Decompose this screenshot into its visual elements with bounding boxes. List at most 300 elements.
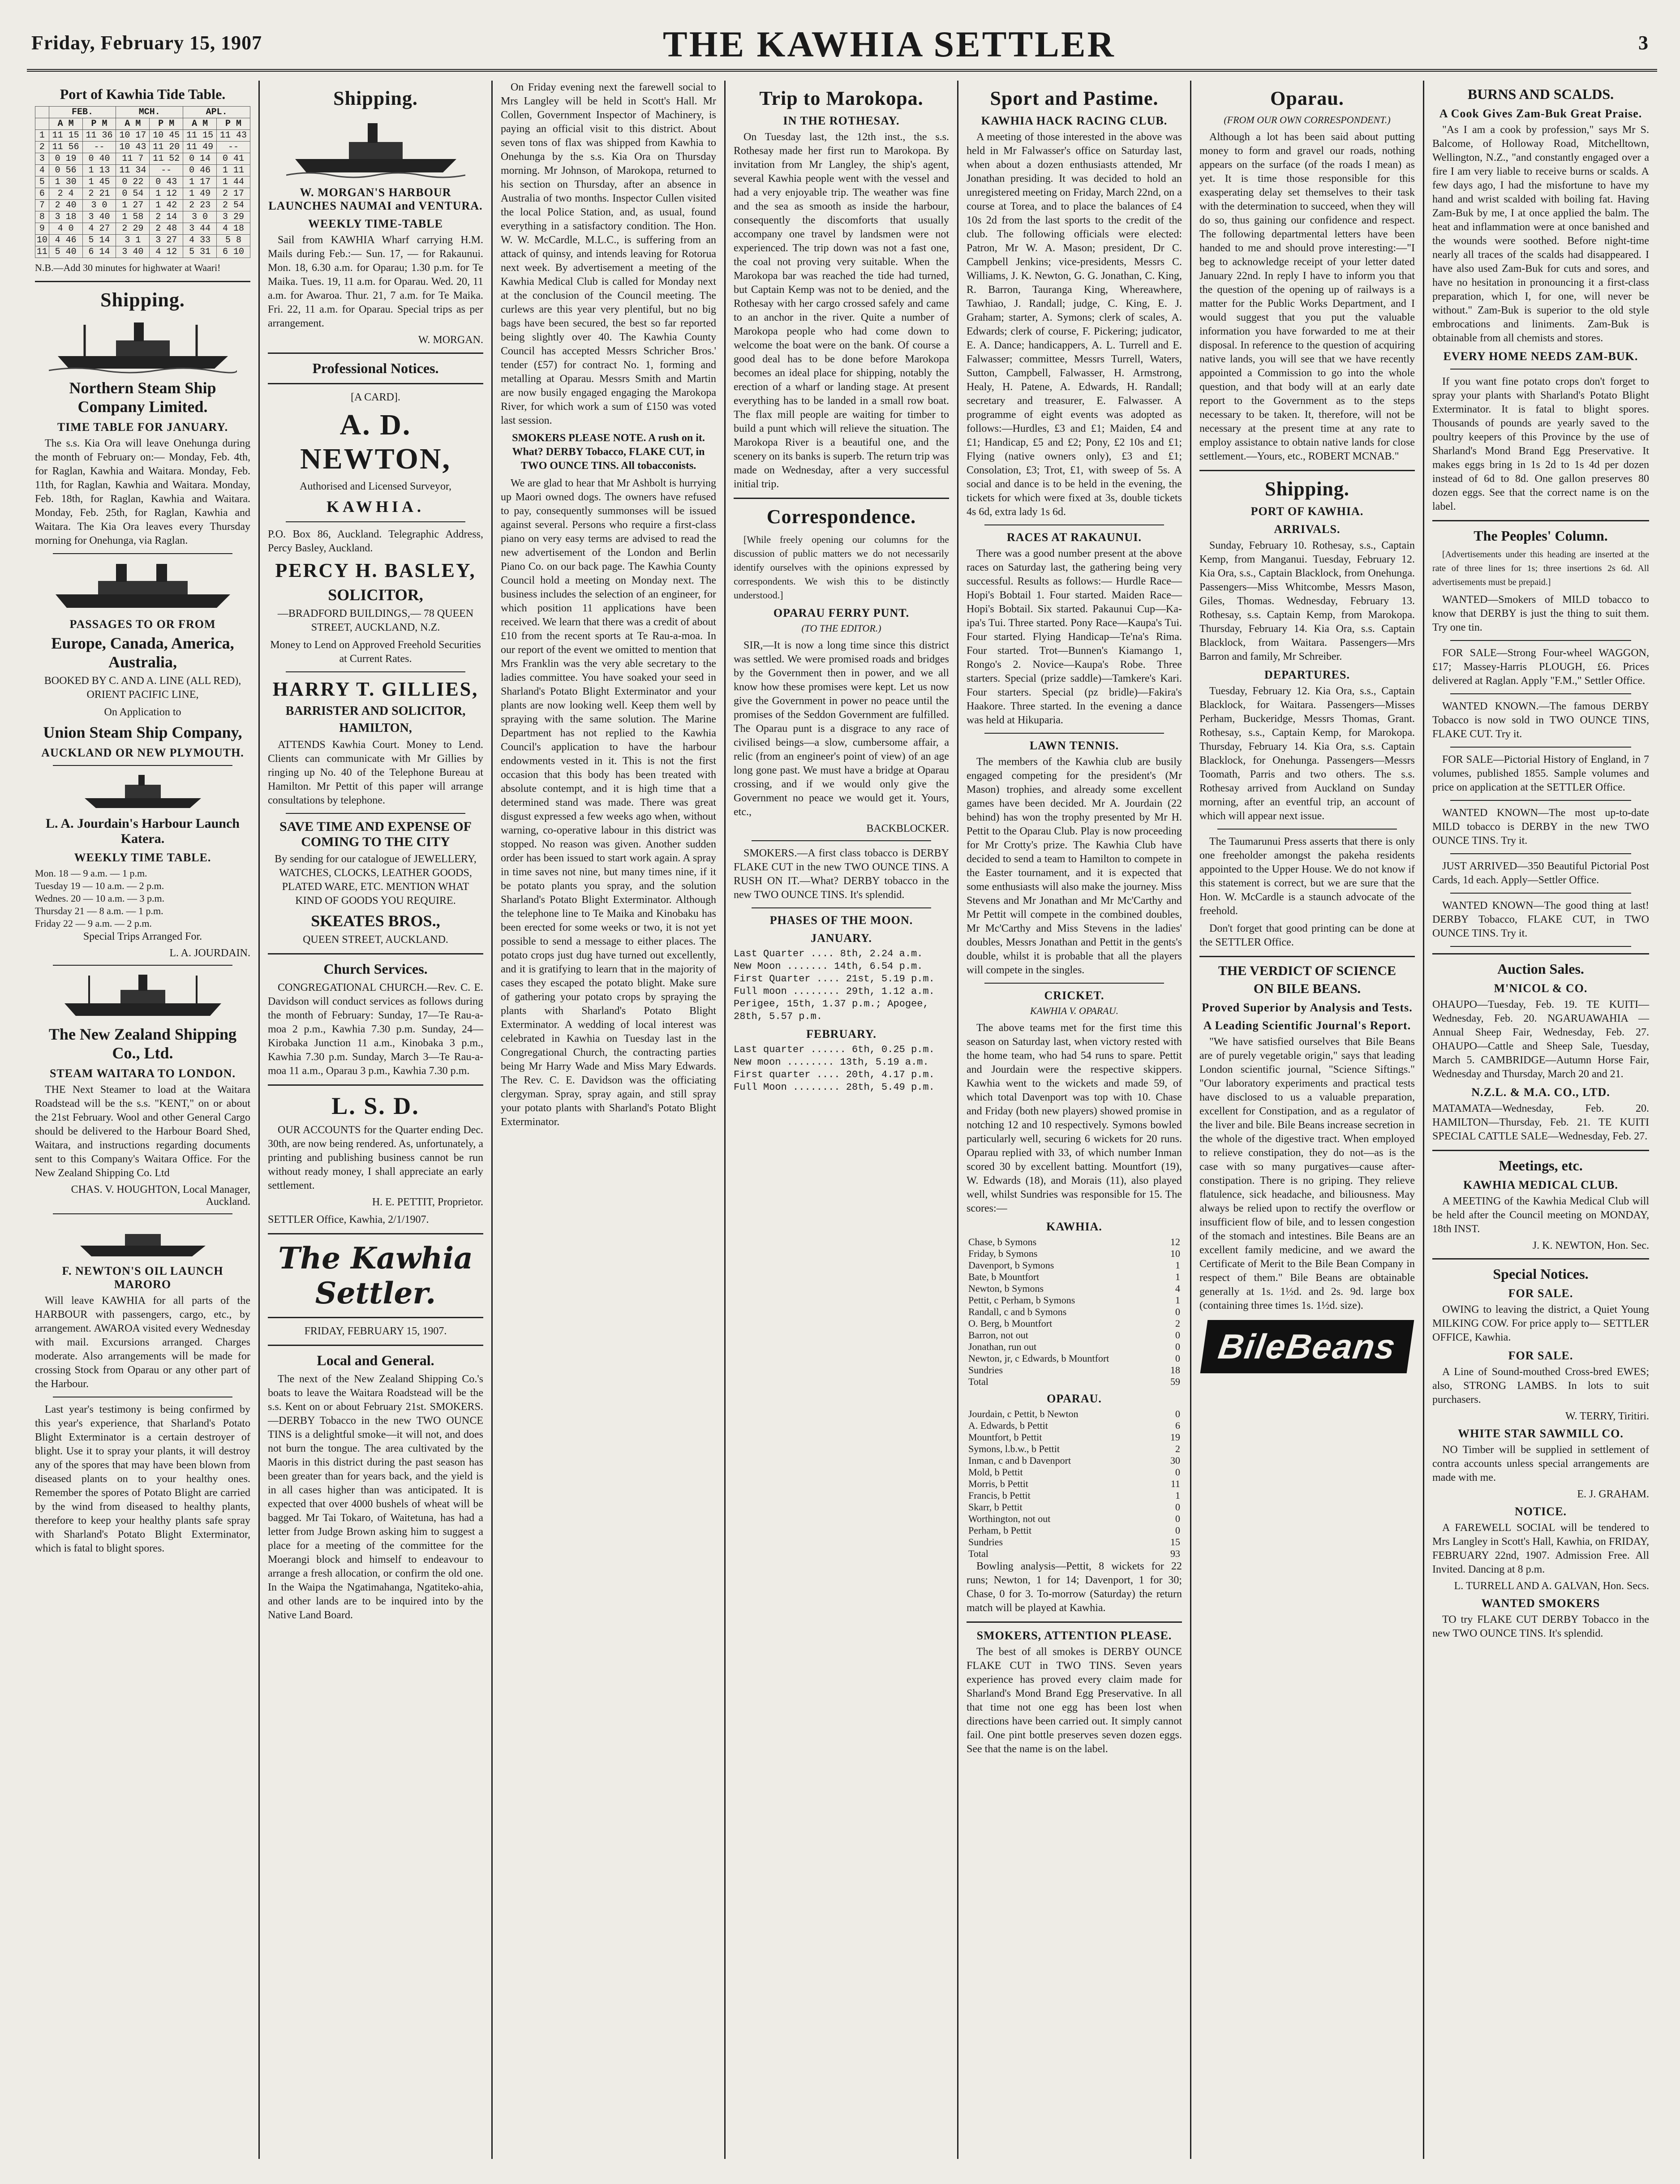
classified-ad: WANTED KNOWN.—The famous DERBY Tobacco is now sold in TWO OUNCE TINS, FLAKE CUT. Try it. <box>1432 701 1649 740</box>
passages-text: BOOKED BY C. AND A. LINE (ALL RED), ORIENT PACIFIC LINE, <box>44 675 241 701</box>
tide-cell: 2 4 <box>49 188 82 200</box>
tide-row <box>35 200 250 211</box>
nzl-heading: N.Z.L. & M.A. CO., LTD. <box>1471 1086 1610 1099</box>
batsman: Total <box>968 1376 988 1387</box>
skeates-name: SKEATES BROS., <box>311 912 440 930</box>
jourdain-row: Friday 22 — 9 a.m. — 2 p.m. <box>35 918 152 929</box>
tide-cell: 1 17 <box>183 176 217 188</box>
medical-text: A MEETING of the Kawhia Medical Club will be held after the Council meeting on MONDAY, 18th INST. <box>1432 1195 1649 1235</box>
sport-heading: Sport and Pastime. <box>990 87 1159 109</box>
tide-cell: 10 <box>35 235 49 246</box>
tide-cell: 3 <box>35 153 49 165</box>
tide-sub-day <box>35 118 49 130</box>
peoples-heading: The Peoples' Column. <box>1474 528 1608 544</box>
nzs-signature: CHAS. V. HOUGHTON, Local Manager, Auckland. <box>71 1184 250 1208</box>
runs: 0 <box>1175 1525 1180 1536</box>
bowling-text: Bowling analysis—Pettit, 8 wickets for 22 runs; Newton, 1 for 14; Davenport, 1 for 30; Chase, 0 for 3. To-morrow (Saturday) the return match will be played at Kawhia. <box>967 1561 1182 1614</box>
tide-cell: 7 <box>35 200 49 211</box>
score-row <box>967 1353 1182 1364</box>
correspondence-note: [While freely opening our columns for the discussion of public matters we do not necessarily identify ourselves with the opinions expressed by correspondents. We wish this to be distinctly understood.] <box>734 534 949 601</box>
departures-heading: DEPARTURES. <box>1264 668 1350 681</box>
taumarunui-text: The Taumarunui Press asserts that there is only one freeholder amongst the pakeha residents appointed to the Upper House. We do not know if this statement is correct, but we are sure that the Hon. W. McCardle is a staunch advocate of the freehold. <box>1199 836 1415 917</box>
tide-cell: 2 40 <box>49 200 82 211</box>
nss-title: Northern Steam Ship Company Limited. <box>69 379 216 416</box>
nss-subtitle: TIME TABLE FOR JANUARY. <box>57 421 228 434</box>
kawhia-team: KAWHIA. <box>1046 1220 1102 1233</box>
tide-cell: 0 14 <box>183 153 217 165</box>
sawmill-heading: WHITE STAR SAWMILL CO. <box>1458 1427 1624 1440</box>
tide-head-feb: FEB. <box>49 107 116 118</box>
classified-ad: FOR SALE—Strong Four-wheel WAGGON, £17; Massey-Harris PLOUGH, £6. Prices delivered at Raglan. Apply "F.M.," Settler Office. <box>1432 647 1649 687</box>
professional-heading: Professional Notices. <box>312 360 439 376</box>
local-heading: Local and General. <box>317 1352 434 1368</box>
tide-cell: 1 44 <box>217 176 250 188</box>
score-row <box>967 1271 1182 1283</box>
tide-cell: 3 0 <box>82 200 116 211</box>
score-row <box>967 1341 1182 1353</box>
runs: 12 <box>1170 1236 1180 1247</box>
tide-note: N.B.—Add 30 minutes for highwater at Waari! <box>35 262 221 273</box>
nzs-title: The New Zealand Shipping Co., Ltd. <box>48 1025 237 1062</box>
tide-cell: 2 14 <box>150 211 183 223</box>
arrivals-heading: ARRIVALS. <box>1274 523 1341 536</box>
bile-beans-logo: BileBeans <box>1200 1320 1414 1373</box>
tide-cell: 3 0 <box>183 211 217 223</box>
score-row <box>967 1364 1182 1376</box>
tide-cell: 11 36 <box>82 130 116 142</box>
newton-town: KAWHIA. <box>326 498 425 516</box>
tide-cell: 2 48 <box>150 223 183 235</box>
sawmill-text: NO Timber will be supplied in settlement of contra accounts unless special arrangements are made with me. <box>1432 1444 1649 1483</box>
runs: 11 <box>1170 1478 1180 1489</box>
batsman: Davenport, b Symons <box>968 1260 1054 1271</box>
peoples-note: [Advertisements under this heading are inserted at the rate of three lines for 1s; three insertions 2s 6d. All advertisements must be prepaid.] <box>1432 550 1649 587</box>
tide-cell: 10 43 <box>116 142 150 153</box>
paper-title: THE KAWHIA SETTLER <box>663 24 1116 64</box>
tide-cell: 4 <box>35 165 49 176</box>
score-row <box>967 1466 1182 1478</box>
card-label: [A CARD]. <box>351 391 400 403</box>
column-6 <box>1191 81 1424 2159</box>
verdict-heading: THE VERDICT OF SCIENCE <box>1218 963 1396 978</box>
runs: 0 <box>1175 1329 1180 1341</box>
local-news-2: We are glad to hear that Mr Ashbolt is hurrying up Maori owned dogs. The owners have refused to pay, consequently summonses will be issued against several. Persons who require a first-class piano on very easy terms are advised to read the new advertisement of the London and Berlin Piano Co. on our back page. The Kawhia County Council hold a meeting on Monday next. The business includes the selection of an engineer, for which position 11 applications have been received. We learn that there was a credit of about £10 from the recent sports at Te Rau-a-moa. In our report of the event we omitted to mention that Mrs Franklin was the very able secretary to the ladies committee. You have soaked your seed in Sharland's Potato Blight Exterminator and your plants are now looking well. Keep them well by spraying with the same solution. The Marine Department has not replied to the Kawhia Council's application to have the harbour endowments vested in it. This is not the first occasion that this body has been treated with absolute contempt, and it is high time that a determined stand was made. There was great disgust expressed a few weeks ago when, without warning, co-operative labour in this district was stopped. No reason was given. Another sudden order has been issued to start work again. A spray in time saves not nine, but many times nine, if it be potato plants you spray, and the solution Sharland's Potato Blight Exterminator. Although the telephone line to Te Maika and Kinobaku has been erected for some weeks or two, it is not yet possible to send a message to either places. The potato crops just dug have turned out excellently, and it is gratifying to learn that in the majority of cases they escaped the potato blight. Make sure of gathering your potato crops by spraying the plants with Sharland's Potato Blight Exterminator. A wedding of local interest was celebrated in Kawhia on Tuesday last in the Congregational Church, the contracting parties being Mr Harry Wade and Miss Mary Edwards. The Rev. C. E. Davidson was the officiating clergyman. Spray, spray again, and still spray your potato plants with Sharland's Potato Blight Exterminator. <box>501 477 716 1128</box>
trip-text: On Tuesday last, the 12th inst., the s.s. Rothesay made her first run to Marokopa. By invitation from Mr Langley, the ship's agent, several Kawhia people went with the vessel and had a very enjoyable trip. The weather was fine and the sea as smooth as inside the harbour, consequently the discomforts that usually accompany one travel by landsmen were not experienced. The trip down was not a fast one, the coal not proving very suitable. When the Marokopa bar was reached the tide had turned, but Captain Kemp was not to be denied, and the Rothesay with her cargo crossed safely and came to an anchor in the river. Quite a number of Marokopa people who had come down to welcome the boat were on the bank. Of course a good deal has to be done before Marokopa becomes an ideal place for shipping, notably the erection of a wharf or landing stage. At present everything has to be landed in a small row boat. The flax mill people are waiting for timber to build a punt which will relieve the situation. The Marokopa River is a beautiful one, and the scenery on its banks is superb. The return trip was made on Wednesday, after a very successful initial trip. <box>734 131 949 490</box>
score-row <box>967 1318 1182 1329</box>
morgan-signature: W. MORGAN. <box>418 334 483 346</box>
column-1 <box>27 81 260 2159</box>
passages-title: PASSAGES TO OR FROM <box>69 618 216 631</box>
cricket-heading: CRICKET. <box>1044 989 1104 1002</box>
tide-cell: 10 45 <box>150 130 183 142</box>
harbour-launch-icon <box>286 114 465 181</box>
nzs-text: THE Next Steamer to load at the Waitara Roadstead will be the s.s. "KENT," on or about the 21st February. Wool and other General Cargo should be delivered to the Harbour Board Shed, Waitara, and instructions regarding documents sent to this Company's Waitara Office. For the New Zealand Shipping Co. Ltd <box>35 1084 250 1179</box>
tide-row <box>35 223 250 235</box>
jourdain-note: Special Trips Arranged For. <box>83 931 202 942</box>
batsman: Perham, b Pettit <box>968 1525 1032 1536</box>
tide-cell: 0 19 <box>49 153 82 165</box>
union-title: Union Steam Ship Company, <box>43 723 242 741</box>
score-row <box>967 1294 1182 1306</box>
liner-icon <box>49 559 237 613</box>
score-row <box>967 1490 1182 1501</box>
church-text: CONGREGATIONAL CHURCH.—Rev. C. E. Davidson will conduct services as follows during the month of February: Sunday, 17—Te Rau-a-moa 2 p.m., Kawhia 7.30 p.m. Sunday, 24—Kirobaka Junction 11 a.m., Kinobaka 3 p.m., Kawhia 7.30 p.m. Sunday, March 3—Te Rau-a-moa 11 a.m., Oparau 3 p.m., Kawhia 7.30 p.m. <box>268 982 483 1077</box>
score-row <box>967 1329 1182 1341</box>
notice-text: A FAREWELL SOCIAL will be tendered to Mrs Langley in Scott's Hall, Kawhia, on FRIDAY, FEBRUARY 22nd, 1907. Admission Free. All Invited. Dancing at 8 p.m. <box>1432 1522 1649 1575</box>
smokers-notice: SMOKERS PLEASE NOTE. A rush on it. What? DERBY Tobacco, FLAKE CUT, in TWO OUNCE TINS. All tobacconists. <box>512 432 705 472</box>
club-text: A meeting of those interested in the above was held in Mr Falwasser's office on Saturday last, when about a dozen enthusiasts attended, Mr Jonathan presiding. It was decided to hold an unregistered meeting on Friday, March 22nd, on a course at Torea, and to place the balances of £4 10s 2d from the last sports to the credit of the club. The following officials were elected: Patron, Mr W. A. Mason; president, Dr C. Campbell Jenkins; vice-presidents, Messrs C. Williams, J. K. Newton, G. G. Jonathan, C. King, R. Barron, Tauranga King, Whereawhere, Tawhiao, J. Randall; judge, C. King, E. J. Graham; starter, A. Symons; clerk of scales, A. Edwards; clerk of course, F. Pickering; judicator, E. A. Dance; handicappers, A. L. Turrell and E. Falwasser; committee, Messrs Turrell, Waters, Sutton, Campbell, Falwasser, H. Armstrong, Healy, H. Patene, A. Edwards, H. Randall; secretary and treasurer, E. Falwasser. A programme of eight events was adopted as follows:—Hurdles, £3 and £1; Maiden, £4 and £1; Handicap, £5 and £2; Pony, £2 10s and £1; Flying (native owners only), £3 and £1; Consolation, £3; Trot, £1, with sweep of 5s. A social and dance is to be held in the evening, the tickets for which were fixed at 3s, double tickets 4s 6d, extra lady 1s 6d. <box>967 131 1182 518</box>
paper-issue-date: FRIDAY, FEBRUARY 15, 1907. <box>304 1325 447 1337</box>
batsman: Mountfort, b Pettit <box>968 1432 1042 1443</box>
newton-role: Authorised and Licensed Surveyor, <box>300 481 451 492</box>
tide-head-day <box>35 107 49 118</box>
tide-row <box>35 246 250 258</box>
wanted-text: TO try FLAKE CUT DERBY Tobacco in the new TWO OUNCE TINS. It's splendid. <box>1432 1614 1649 1639</box>
batsman: Jonathan, run out <box>968 1341 1037 1352</box>
classified-ad: WANTED KNOWN—The good thing at last! DERBY Tobacco, FLAKE CUT, in TWO OUNCE TINS. Try it. <box>1432 900 1649 939</box>
tide-cell: -- <box>150 165 183 176</box>
auction-text: OHAUPO—Tuesday, Feb. 19. TE KUITI—Wednesday, Feb. 20. NGARUAWAHIA — Annual Sheep Fair, Wednesday, Feb. 27. OHAUPO—Cattle and Sheep Sale, Tuesday, March 5. CAMBRIDGE—Autumn Horse Fair, Wednesday and Thursday, March 20 and 21. <box>1432 999 1649 1080</box>
tide-cell: 3 18 <box>49 211 82 223</box>
tide-row <box>35 153 250 165</box>
tide-row <box>35 142 250 153</box>
departures-text: Tuesday, February 12. Kia Ora, s.s., Captain Blacklock, for Waitara. Passengers—Misses Perham, Buckeridge, Messrs Thomas, Grant. Rothesay, s.s., Captain Kemp, for Marokopa. Thursday, February 14. Kia Ora, s.s. Captain Blacklock, for Onehunga. Passengers—Messrs Toomath, Parris and two others. The s.s. Rothesay arrived from Auckland on Sunday morning, after an eventful trip, an account of which will appear next issue. <box>1199 685 1415 822</box>
tide-cell: 0 40 <box>82 153 116 165</box>
score-row <box>967 1260 1182 1271</box>
classified-ad: FOR SALE—Pictorial History of England, in 7 volumes, published 1855. Sample volumes and price on application at the SETTLER Office. <box>1432 754 1649 793</box>
moon-row: New moon ........ 13th, 5.19 a.m. <box>734 1057 929 1068</box>
runs: 0 <box>1175 1501 1180 1513</box>
score-row <box>967 1376 1182 1388</box>
forsale-signature: W. TERRY, Tiritiri. <box>1565 1410 1649 1422</box>
batsman: Sundries <box>968 1536 1003 1548</box>
gillies-town: HAMILTON, <box>339 721 412 735</box>
tide-cell: 11 <box>35 246 49 258</box>
batsman: Pettit, c Perham, b Symons <box>968 1294 1075 1306</box>
punt-subheading: (TO THE EDITOR.) <box>801 623 881 634</box>
tide-cell: -- <box>82 142 116 153</box>
column-3 <box>493 81 726 2159</box>
tide-row <box>35 235 250 246</box>
smokers-text: SMOKERS.—A first class tobacco is DERBY FLAKE CUT in the new TWO OUNCE TINS. A RUSH ON IT.—What? DERBY tobacco in the new TWO OUNCE TINS. It's splendid. <box>734 847 949 901</box>
tide-cell: 2 29 <box>116 223 150 235</box>
notice-heading: NOTICE. <box>1514 1505 1567 1518</box>
tide-cell: 1 11 <box>217 165 250 176</box>
tide-cell: 4 18 <box>217 223 250 235</box>
tide-cell: 1 58 <box>116 211 150 223</box>
nzl-text: MATAMATA—Wednesday, Feb. 20. HAMILTON—Thursday, Feb. 21. TE KUITI SPECIAL CATTLE SALE—Wednesday, Feb. 27. <box>1432 1103 1649 1142</box>
moon-heading: PHASES OF THE MOON. <box>769 914 913 927</box>
runs: 0 <box>1175 1466 1180 1478</box>
classified-ad: JUST ARRIVED—350 Beautiful Pictorial Post Cards, 1d each. Apply—Settler Office. <box>1432 860 1649 886</box>
batsman: Bate, b Mountfort <box>968 1271 1040 1282</box>
medical-signature: J. K. NEWTON, Hon. Sec. <box>1532 1240 1649 1251</box>
moon-january: JANUARY. <box>811 932 872 945</box>
kawhia-scorecard <box>967 1236 1182 1388</box>
bile-text: "We have satisfied ourselves that Bile Beans are of purely vegetable origin," says that leading London scientific journal, "Science Siftings." "Our laboratory experiments and practical tests have disclosed to us a valuable preparation, excellent for Constipation, and as a regulator of the liver and bile. Bile Beans increase secretion in the whole of the digestive tract. When employed to relieve constipation, they do not—as is the case with so many purgatives—cause after-constipation. There is no griping. They relieve flatulence, sick headache, and biliousness. May always be relied upon to rectify the overflow or insufficient flow of bile, and to lessen congestion of the stomach and intestines. Bile Beans are an excellent family medicine, and we award the Certificate of Merit to the Bile Bean Company in respect of them." Bile Beans are obtainable generally at 1s. 1½d. and 2s. 9d. large box (containing three times 1s. 1½d. size). <box>1199 1036 1415 1311</box>
cricket-subheading: KAWHIA V. OPARAU. <box>1030 1005 1119 1016</box>
auction-heading: Auction Sales. <box>1497 961 1584 977</box>
newton-launch-title: F. NEWTON'S OIL LAUNCH MARORO <box>62 1264 223 1291</box>
tide-cell: 6 <box>35 188 49 200</box>
morgan-title: W. MORGAN'S HARBOUR LAUNCHES NAUMAI and VENTURA. <box>268 186 483 212</box>
tennis-text: The members of the Kawhia club are busily engaged competing for the president's (Mr Mason) trophies, and already some excellent games have been decided. Mr A. Jourdain (22 behind) has won the trophy presented by Mr H. Pettit to the Oparau Club. Play is now proceeding for Mr Crotty's prize. The Kawhia Club have decided to send a team to Hamilton to compete in the Easter tournament, and it is expected that some enthusiasts will also make the journey. Miss Stevens and Mr Jonathan and Mr Mc'Carthy and Mr Pettit will compete in the combined doubles, Mr Mc'Carthy and Miss Stevens in the ladies' doubles, Messrs Jonathan and Pettit in the gents's double, whilst it is probable that all the players will compete in the singles. <box>967 756 1182 976</box>
runs: 18 <box>1170 1364 1180 1376</box>
lsd-office: SETTLER Office, Kawhia, 2/1/1907. <box>268 1214 429 1225</box>
tide-cell: 1 <box>35 130 49 142</box>
tide-head-mch: MCH. <box>116 107 183 118</box>
verdict-report: A Leading Scientific Journal's Report. <box>1203 1019 1411 1032</box>
oparau-text: Although a lot has been said about putting money to form and gravel our roads, nothing appears on the surface (of the roads I mean) as yet. It is time those responsible for this exasperating delay set themselves to their task with the determination to succeed, when they will do so, thus gaining our confidence and respect. The following departmental letters have been handed to me and should prove interesting:—"I beg to acknowledge receipt of your letter dated January 22nd. In reply I have to inform you that the question of the opening up of railways is a matter for the Public Works Department, and I would suggest that you put the valuable information you have forwarded to me at their disposal. In reference to the question of acquiring native lands, you will see that we have recently appointed a Commission to go into the whole question, and that body will at an early date report to the Government as to the steps necessary to be taken. It, therefore, will not be necessary at the present time at any rate to employ assistance to obtain native lands for close settlement.—Yours, etc., ROBERT MCNAB." <box>1199 131 1415 462</box>
local-text: The next of the New Zealand Shipping Co.'s boats to leave the Waitara Roadstead will be the s.s. Kent on or about February 21st. SMOKERS.—DERBY Tobacco in the new TWO OUNCE TINS is a delightful smoke—it will not, and does not burn the tongue. The area cultivated by the Maoris in this district during the past season has been greater than for years back, and the yield is in all cases higher than was anticipated. It is expected that over 4000 bushels of wheat will be bagged. Mr Tai Tokaro, of Waitetuna, has had a letter from Judge Brown asking him to suggest a place for a meeting of the committee for the Moerangi block and himself to endeavour to arrange a fresh allocation, or confirm the old one. In the Waipa the Ngatimahanga, Ngatiteko-ahia, and other lands are to be inquired into by the Native Land Board. <box>268 1373 483 1621</box>
launch-icon <box>76 771 210 812</box>
runs: 19 <box>1170 1432 1180 1443</box>
runs: 0 <box>1175 1353 1180 1364</box>
batsman: Barron, not out <box>968 1329 1028 1341</box>
oparau-scorecard <box>967 1408 1182 1560</box>
newton-name: A. D. NEWTON, <box>300 408 451 475</box>
tide-sub: P M <box>150 118 183 130</box>
sawmill-signature: E. J. GRAHAM. <box>1577 1488 1649 1500</box>
tide-cell: 2 54 <box>217 200 250 211</box>
tide-cell: 1 13 <box>82 165 116 176</box>
score-row <box>967 1432 1182 1443</box>
lsd-signature: H. E. PETTIT, Proprietor. <box>372 1196 483 1208</box>
burns-text: "As I am a cook by profession," says Mr S. Balcome, of Holloway Road, Mitchelltown, Wellington, N.Z., "and constantly engaged over a fire I am very liable to receive burns or scalds. A few days ago, I had the misfortune to have my hand and wrist scalded with boiling fat. Having Zam-Buk by me, I at once applied the balm. The heat and inflammation were at once banished and the wounds were soothed. Before night-time nearly all traces of the scalds had disappeared. I have also used Zam-Buk for cuts and sores, and have no hesitation in pronouncing it a first-class preparation, which I, for one, will never be without." Zam-Buk is superior to the old style embrocations and liniments. Zam-Buk is obtainable from all chemists and stores. <box>1432 124 1649 344</box>
runs: 4 <box>1175 1283 1180 1294</box>
tide-sub: A M <box>183 118 217 130</box>
tide-row <box>35 211 250 223</box>
score-row <box>967 1248 1182 1260</box>
shipping-heading: Shipping. <box>100 289 185 311</box>
score-row <box>967 1443 1182 1455</box>
columns <box>27 81 1657 2159</box>
wanted-heading: WANTED SMOKERS <box>1481 1597 1600 1610</box>
jourdain-row: Tuesday 19 — 10 a.m. — 2 p.m. <box>35 880 164 891</box>
correspondence-heading: Correspondence. <box>766 506 916 528</box>
tennis-heading: LAWN TENNIS. <box>1029 739 1119 752</box>
issue-date: Friday, February 15, 1907 <box>31 32 262 54</box>
tide-cell: 3 40 <box>116 246 150 258</box>
batsman: Inman, c and b Davenport <box>968 1455 1071 1466</box>
tide-cell: 0 54 <box>116 188 150 200</box>
tide-cell: 11 34 <box>116 165 150 176</box>
tide-cell: 0 22 <box>116 176 150 188</box>
tide-sub: A M <box>116 118 150 130</box>
score-row <box>967 1236 1182 1248</box>
tide-cell: 5 14 <box>82 235 116 246</box>
score-row <box>967 1548 1182 1560</box>
tide-cell: 11 7 <box>116 153 150 165</box>
column-5 <box>958 81 1191 2159</box>
oil-launch-icon <box>71 1220 215 1260</box>
tide-cell: 0 41 <box>217 153 250 165</box>
lsd-heading: L. S. D. <box>331 1092 420 1119</box>
tide-cell: 11 52 <box>150 153 183 165</box>
tide-cell: 5 <box>35 176 49 188</box>
newspaper-page <box>27 18 1657 2168</box>
moon-row: Last Quarter .... 8th, 2.24 a.m. <box>734 948 923 959</box>
runs: 15 <box>1170 1536 1180 1548</box>
tide-cell: 4 0 <box>49 223 82 235</box>
basley-street: —BRADFORD BUILDINGS,— 78 QUEEN STREET, AUCKLAND, N.Z. <box>277 608 474 633</box>
moon-row: First Quarter .... 21st, 5.19 p.m. <box>734 973 935 985</box>
tide-cell: -- <box>217 142 250 153</box>
score-row <box>967 1536 1182 1548</box>
score-row <box>967 1283 1182 1294</box>
skeates-address: QUEEN STREET, AUCKLAND. <box>303 934 448 946</box>
gillies-name: HARRY T. GILLIES, <box>272 678 479 700</box>
tide-cell: 11 43 <box>217 130 250 142</box>
newton-launch-text: Will leave KAWHIA for all parts of the HARBOUR with passengers, cargo, etc., by arrangement. AWAROA visited every Wednesday with mail. Excursions arranged. Charges moderate. Also arrangements will be made for crossing Stock from Oparau or any other part of the Harbour. <box>35 1295 250 1390</box>
tide-cell: 3 29 <box>217 211 250 223</box>
cargo-ship-icon <box>58 971 228 1020</box>
morgan-text: Sail from KAWHIA Wharf carrying H.M. Mails during Feb.:— Sun. 17, — for Rakaunui. Mon. 18, 6.30 a.m. for Oparau; 1.30 p.m. for Te Maika. Tues. 19, 11 a.m. for Oparau. Wed. 20, 11 a.m. for Awaroa. Thur. 21, 7 a.m. for Te Maika. Fri. 22, 11 a.m. for Oparau. Special trips as per arrangement. <box>268 234 483 329</box>
forsale-heading: FOR SALE. <box>1508 1287 1573 1300</box>
tide-row <box>35 176 250 188</box>
oparau-heading: Oparau. <box>1270 87 1344 109</box>
score-row <box>967 1513 1182 1525</box>
moon-row: Full moon ........ 29th, 1.12 a.m. <box>734 986 935 997</box>
batsman: Skarr, b Pettit <box>968 1501 1023 1513</box>
notice-signature: L. TURRELL AND A. GALVAN, Hon. Secs. <box>1454 1580 1649 1592</box>
jourdain-title: L. A. Jourdain's Harbour Launch Katera. <box>46 816 240 846</box>
church-heading: Church Services. <box>323 961 428 977</box>
passages-on: On Application to <box>104 706 181 718</box>
runs: 1 <box>1175 1260 1180 1271</box>
runs: 1 <box>1175 1271 1180 1282</box>
tide-cell: 4 33 <box>183 235 217 246</box>
tide-cell: 6 10 <box>217 246 250 258</box>
tide-rows <box>35 130 250 258</box>
nss-text: The s.s. Kia Ora will leave Onehunga during the month of February on:— Monday, Feb. 4th, for Raglan, Kawhia and Waitara. Monday, Feb. 11th, for Raglan, Kawhia and Waitara. Monday, Feb. 18th, for Raglan, Kawhia and Waitara. Monday, Feb. 25th, for Raglan, Kawhia and Waitara. The Kia Ora leaves every Thursday morning for Onehunga, via Raglan. <box>35 438 250 546</box>
tide-cell: 2 23 <box>183 200 217 211</box>
steamship-icon <box>49 316 237 374</box>
auction-firm: M'NICOL & CO. <box>1494 982 1588 995</box>
runs: 59 <box>1170 1376 1180 1387</box>
lsd-text: OUR ACCOUNTS for the Quarter ending Dec. 30th, are now being rendered. As, unfortunately, a printing and publishing business cannot be run without ready money, I shall appreciate an early settlement. <box>268 1124 483 1191</box>
tide-cell: 11 49 <box>183 142 217 153</box>
trip-heading: Trip to Marokopa. <box>759 87 924 109</box>
nzs-subtitle: STEAM WAITARA TO LONDON. <box>49 1067 236 1080</box>
burns-heading: BURNS AND SCALDS. <box>1467 86 1614 102</box>
local-news-1: On Friday evening next the farewell social to Mrs Langley will be held in Scott's Hall. Mr Collen, Government Inspector of Machinery, is paying an official visit to this district. About seven tons of flax was shipped from Kawhia to Onehunga by the s.s. Kia Ora on Thursday morning. Mr Johnson, of Marokopa, returned to his section on Thursday, after an absence in Australia of two months. Inspector Cullen visited the local Police Station, and, as usual, found everything in a satisfactory condition. The Hon. W. W. McCardle, M.L.C., is suffering from an attack of quinsy, and intends leaving for Rotorua next week. By advertisement a meeting of the Kawhia Medical Club is called for Monday next at the conclusion of the Council meeting. The curlews are this year very plentiful, but no big bags have been secured, the best so far reported being slightly over 40. The Kawhia County Council has accepted Messrs Schricher Bros.' tender (£57) for contract No. 1, forming and metalling at Oparau. Messrs Smith and Martin are now busily engaged engaging the Marokopa River, for which work a sum of £150 was voted last session. <box>501 82 716 426</box>
tide-cell: 4 12 <box>150 246 183 258</box>
tide-cell: 0 46 <box>183 165 217 176</box>
jourdain-row: Wednes. 20 — 10 a.m. — 3 p.m. <box>35 893 165 904</box>
races-heading: RACES AT RAKAUNUI. <box>1007 531 1142 544</box>
masthead <box>27 18 1657 72</box>
union-subtitle: AUCKLAND OR NEW PLYMOUTH. <box>41 746 244 759</box>
tide-cell: 10 17 <box>116 130 150 142</box>
verdict-subheading: Proved Superior by Analysis and Tests. <box>1202 1001 1413 1014</box>
batsman: Randall, c and b Symons <box>968 1306 1067 1317</box>
tide-cell: 2 <box>35 142 49 153</box>
oparau-team: OPARAU. <box>1047 1392 1102 1405</box>
score-row <box>967 1501 1182 1513</box>
moon-february: FEBRUARY. <box>806 1028 877 1040</box>
burns-subheading: A Cook Gives Zam-Buk Great Praise. <box>1439 107 1642 120</box>
classified-ad: WANTED—Smokers of MILD tobacco to know that DERBY is just the thing to suit them. Try one tin. <box>1432 594 1649 633</box>
batsman: Newton, jr, c Edwards, b Mountfort <box>968 1353 1109 1364</box>
special-heading: Special Notices. <box>1493 1266 1589 1282</box>
tide-cell: 3 27 <box>150 235 183 246</box>
meetings-heading: Meetings, etc. <box>1499 1157 1583 1174</box>
tide-cell: 6 14 <box>82 246 116 258</box>
moon-row: Last quarter ...... 6th, 0.25 p.m. <box>734 1044 935 1055</box>
basley-money: Money to Lend on Approved Freehold Securities at Current Rates. <box>270 639 481 665</box>
sharland-text: If you want fine potato crops don't forget to spray your plants with Sharland's Potato Blight Exterminator. It is fatal to blight spores. Thousands of pounds are yearly saved to the poultry keepers of this Province by the use of Sharland's Mond Brand Egg Preservative. It makes eggs bring in 1s 2d to 1s 4d per dozen instead of 6d to 8d. One gallon preserves 80 dozen eggs. See that the correct name is on the label. <box>1432 376 1649 512</box>
tide-cell: 1 42 <box>150 200 183 211</box>
runs: 1 <box>1175 1490 1180 1501</box>
races-text: There was a good number present at the above races on Saturday last, the gathering being very successful. Results as follows:— Hurdle Race—Hopi's Bobtail 1. Four started. Maiden Race—Hopi's Bobtail. Six started. Pakaunui Cup—Ka-ipa's Tui. Three started. Pony Race—Kaupa's Tui. Four started. Flying Handicap—Te'na's Rima. Four started. Trot—Bunnen's Kiamango 1, Rongo's 2. Novice—Kaupa's Robe. Three starters. Special (prize saddle)—Tamkere's Kari. Four starters. Special (pz bridle)—Fakira's Haakore. Three started. In the evening a dance was held at Hikuparia. <box>967 548 1182 726</box>
batsman: Morris, b Pettit <box>968 1478 1028 1489</box>
column-7 <box>1424 81 1657 2159</box>
tide-table-title: Port of Kawhia Tide Table. <box>60 86 226 102</box>
batsman: Sundries <box>968 1364 1003 1376</box>
batsman: Mold, b Pettit <box>968 1466 1023 1478</box>
tide-cell: 5 31 <box>183 246 217 258</box>
runs: 10 <box>1170 1248 1180 1259</box>
jourdain-signature: L. A. JOURDAIN. <box>169 947 250 959</box>
punt-heading: OPARAU FERRY PUNT. <box>773 606 910 619</box>
basley-name: PERCY H. BASLEY, <box>275 559 476 581</box>
batsman: Jourdain, c Pettit, b Newton <box>968 1408 1078 1419</box>
runs: 1 <box>1175 1294 1180 1306</box>
tide-cell: 5 8 <box>217 235 250 246</box>
tide-cell: 4 27 <box>82 223 116 235</box>
shipping-heading: Shipping. <box>333 87 418 109</box>
runs: 0 <box>1175 1408 1180 1419</box>
printing-notice: Don't forget that good printing can be done at the SETTLER Office. <box>1199 923 1415 948</box>
score-row <box>967 1478 1182 1490</box>
batsman: Total <box>968 1548 988 1559</box>
batsman: Worthington, not out <box>968 1513 1051 1524</box>
column-2 <box>260 81 493 2159</box>
medical-heading: KAWHIA MEDICAL CLUB. <box>1463 1178 1618 1191</box>
moon-row: New Moon ....... 14th, 6.54 p.m. <box>734 961 923 972</box>
tide-cell: 11 56 <box>49 142 82 153</box>
smokers-text: The best of all smokes is DERBY OUNCE FLAKE CUT in TWO TINS. Seven years experience has proved every claim made for Sharland's Mond Brand Egg Preservative. In all that time not one egg has been lost when directions have been carried out. It simply cannot fail. One pint bottle preserves seven dozen eggs. See that the name is on the label. <box>967 1646 1182 1755</box>
tide-cell: 3 44 <box>183 223 217 235</box>
forsale-heading-2: FOR SALE. <box>1508 1349 1573 1362</box>
cricket-text: The above teams met for the first time this season on Saturday last, when victory rested with the home team, who had 54 runs to spare. Pettit and Jourdain were the respective skippers. Kawhia went to the wickets and made 59, of which total Davenport was top with 10. Chase and Friday (both new players) showed promise in notching 12 and 10 respectively. Symons bowled particularly well, securing 6 wickets for 20 runs. Oparau replied with 33, of which number Inman scored 30 by excellent batting. Mountfort (19), W. Edwards (18), and Morais (11), also played well, whilst Sundries was responsible for 15. The scores:— <box>967 1022 1182 1214</box>
tide-cell: 5 40 <box>49 246 82 258</box>
tide-cell: 4 46 <box>49 235 82 246</box>
tide-table <box>35 106 250 258</box>
forsale-text-2: A Line of Sound-mouthed Cross-bred EWES; also, STRONG LAMBS. In lots to suit purchasers. <box>1432 1366 1649 1406</box>
tide-sub: A M <box>49 118 82 130</box>
moon-row: Perigee, 15th, 1.37 p.m.; Apogee, 28th, 5.57 p.m. <box>734 998 929 1022</box>
batsman: Chase, b Symons <box>968 1236 1037 1247</box>
runs: 30 <box>1170 1455 1180 1466</box>
gillies-role: BARRISTER AND SOLICITOR, <box>285 704 466 718</box>
tide-cell: 1 45 <box>82 176 116 188</box>
tide-cell: 2 21 <box>82 188 116 200</box>
tide-cell: 1 27 <box>116 200 150 211</box>
batsman: Symons, l.b.w., b Pettit <box>968 1443 1060 1454</box>
classified-ad: WANTED KNOWN—The most up-to-date MILD tobacco is DERBY in the new TWO OUNCE TINS. Try it. <box>1432 807 1649 847</box>
tide-cell: 0 43 <box>150 176 183 188</box>
peoples-list <box>1432 593 1649 947</box>
score-row <box>967 1525 1182 1536</box>
skeates-text: By sending for our catalogue of JEWELLERY, WATCHES, CLOCKS, LEATHER GOODS, PLATED WARE, ETC. MENTION WHAT KIND OF GOODS YOU REQUIRE. <box>275 853 477 907</box>
gillies-text: ATTENDS Kawhia Court. Money to Lend. Clients can communicate with Mr Gillies by ringing up No. 40 of the Telephone Bureau at Hamilton. Mr Pettit of this paper will arrange consultations by telephone. <box>268 739 483 806</box>
column-4 <box>726 81 958 2159</box>
batsman: O. Berg, b Mountfort <box>968 1318 1053 1329</box>
tide-cell: 3 40 <box>82 211 116 223</box>
batsman: Friday, b Symons <box>968 1248 1038 1259</box>
